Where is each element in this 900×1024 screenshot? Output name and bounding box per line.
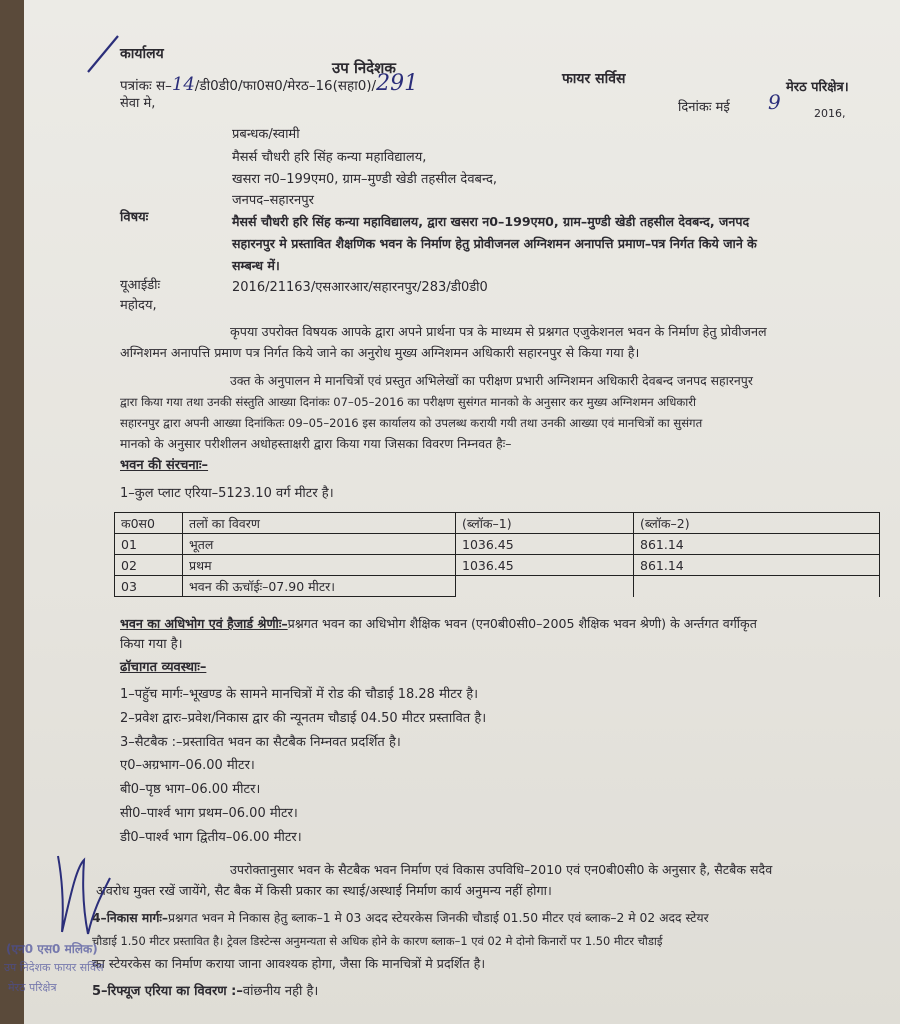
para2-line-1: उक्त के अनुपालन मे मानचित्रों एवं प्रस्तुत अभिलेखों का परीक्षण प्रभारी अग्निशमन अधिकारी देवबन्द जनपद सहारनपुर — [230, 373, 753, 388]
region-name: मेरठ परिक्षेत्र। — [786, 80, 849, 95]
entry-gate-item: 2–प्रवेश द्वारः–प्रवेश/निकास द्वार की न्यूनतम चौडाई 04.50 मीटर प्रस्तावित है। — [120, 711, 487, 726]
signature-icon — [48, 848, 118, 944]
letter-page — [4, 0, 900, 1024]
exit-route-heading: 4–निकास मार्गः– — [92, 911, 169, 925]
para1-line-2: अग्निशमन अनापत्ति प्रमाण पत्र निर्गत किये जाने का अनुरोध मुख्य अग्निशमन अधिकारी सहारनपुर से किया गया है। — [120, 345, 640, 360]
letter-number-prefix: पत्रांकः स– — [120, 78, 172, 94]
table-header-cell: तलों का विवरण — [183, 513, 456, 534]
occupancy-line-2: किया गया है। — [120, 637, 183, 652]
table-cell: 03 — [115, 576, 183, 597]
letter-number-mid: /डी0डी0/फा0स0/मेरठ–16(सहा0)/ — [194, 78, 377, 94]
table-cell: 1036.45 — [456, 534, 634, 555]
uid-value: 2016/21163/एसआरआर/सहारनपुर/283/डी0डी0 — [232, 280, 488, 295]
setback-item: 3–सैटबैक :–प्रस्तावित भवन का सैटबैक निम्नवत प्रदर्शित है। — [120, 735, 401, 750]
table-header-cell: (ब्लॉक–2) — [634, 513, 880, 534]
table-header-cell: क0स0 — [115, 513, 183, 534]
table-row — [115, 555, 880, 576]
table-cell: प्रथम — [183, 555, 456, 576]
designation: उप निदेशक — [332, 59, 396, 77]
service-name: फायर सर्विस — [562, 71, 626, 87]
para2-line-4: मानको के अनुसार परीशीलन अधोहस्ताक्षरी द्वारा किया गया जिसका विवरण निम्नवत हैः– — [120, 436, 512, 451]
addressee-line-4: जनपद–सहारनपुर — [232, 193, 314, 208]
table-cell: 861.14 — [634, 555, 880, 576]
occupancy-text: प्रश्नगत भवन का अधिभोग शैक्षिक भवन (एन0बी0सी0–2005 शैक्षिक भवन श्रेणी) के अर्न्तगत वर्गीकृत — [287, 616, 757, 631]
table-header-cell: (ब्लॉक–1) — [456, 513, 634, 534]
exit-route-text: प्रश्नगत भवन मे निकास हेतु ब्लाक–1 मे 03 अदद स्टेयरकेस जिनकी चौडाई 01.50 मीटर एवं ब्लाक–2 मे 02 अदद स्टेयर — [168, 911, 709, 925]
stamp-region: मेरठ परिक्षेत्र — [8, 981, 57, 994]
occupancy-heading: भवन का अधिभोग एवं हैजार्ड श्रेणीः– — [120, 616, 288, 631]
exit-route-line-3: का स्टेयरकेस का निर्माण कराया जाना आवश्यक होगा, जैसा कि मानचित्रों मे प्रदर्शित है। — [92, 956, 486, 971]
office-label: कार्यालय — [120, 46, 164, 62]
subject-line-3: सम्बन्ध में। — [232, 258, 280, 273]
table-cell: भूतल — [183, 534, 456, 555]
para2-line-3: सहारनपुर द्वारा अपनी आख्या दिनांकितः 09–05–2016 इस कार्यालय को उपलब्ध करायी गयी तथा उनकी आख्या एवं मानचित्रों का सुसंगत — [120, 416, 703, 430]
para3-line-2: अवरोध मुक्त रखें जायेंगे, सैट बैक में किसी प्रकार का स्थाई/अस्थाई निर्माण कार्य अनुमन्य नहीं होगा। — [96, 884, 552, 899]
exit-route-item — [92, 910, 709, 926]
table-cell — [456, 576, 634, 597]
table-row — [115, 576, 880, 597]
refuge-area-text: वांछनीय नही है। — [242, 984, 319, 999]
subject-label: विषयः — [120, 210, 149, 225]
letter-number — [120, 71, 419, 96]
uid-label: यूआईडीः — [120, 278, 161, 293]
refuge-area-item — [92, 984, 318, 1000]
stamp-designation: उप निदेशक फायर सर्विस — [4, 961, 104, 974]
floor-area-table — [114, 512, 880, 597]
table-cell: भवन की ऊचॉईः–07.90 मीटर। — [183, 576, 456, 597]
stamp-name: (एन0 एस0 मलिक) — [6, 942, 98, 956]
subject-line-1: मैसर्स चौधरी हरि सिंह कन्या महाविद्यालय, द्वारा खसरा न0–199एम0, ग्राम–मुण्डी खेडी तहसील देवबन्द, जनपद — [232, 214, 750, 229]
setback-side-1: सी0–पार्श्व भाग प्रथम–06.00 मीटर। — [120, 806, 298, 821]
date-day-handwritten: 9 — [768, 90, 781, 114]
table-cell: 1036.45 — [456, 555, 634, 576]
date-year: 2016, — [814, 107, 846, 120]
table-cell — [634, 576, 880, 597]
refuge-area-heading: 5–रिफ्यूज एरिया का विवरण :– — [92, 984, 243, 999]
table-cell: 02 — [115, 555, 183, 576]
table-cell: 861.14 — [634, 534, 880, 555]
infrastructure-heading: ढॉचागत व्यवस्थाः– — [120, 660, 207, 675]
exit-route-line-2: चौडाई 1.50 मीटर प्रस्तावित है। ट्रेवल डिस्टेन्स अनुमन्यता से अधिक होने के कारण ब्लाक–1 एवं 02 मे दोनो किनारों पर 1.50 मीटर चौडाई — [92, 934, 663, 948]
table-header-row — [115, 513, 880, 534]
subject-line-2: सहारनपुर मे प्रस्तावित शैक्षणिक भवन के निर्माण हेतु प्रोवीजनल अग्निशमन अनापत्ति प्रमाण–पत्र निर्गत किये जाने के — [232, 236, 757, 251]
addressee-line-3: खसरा न0–199एम0, ग्राम–मुण्डी खेडी तहसील देवबन्द, — [232, 172, 498, 187]
date-label: दिनांकः मई — [678, 100, 730, 115]
dispatch-number-handwritten: 291 — [376, 71, 419, 96]
salutation: महोदय, — [120, 298, 157, 313]
occupancy-line-1 — [120, 616, 757, 632]
setback-side-2: डी0–पार्श्व भाग द्वितीय–06.00 मीटर। — [120, 830, 302, 845]
letter-number-handwritten: 14 — [171, 74, 195, 95]
para1-line-1: कृपया उपरोक्त विषयक आपके द्वारा अपने प्रार्थना पत्र के माध्यम से प्रश्नगत एजुकेशनल भवन के निर्माण हेतु प्रोवीजनल — [230, 324, 767, 339]
table-cell: 01 — [115, 534, 183, 555]
addressee-line-1: प्रबन्धक/स्वामी — [232, 127, 300, 142]
para3-line-1: उपरोक्तानुसार भवन के सैटबैक भवन निर्माण एवं विकास उपविधि–2010 एवं एन0बी0सी0 के अनुसार है, सैटबैक सदैव — [230, 862, 773, 877]
access-road-item: 1–पहुॅच मार्गः–भूखण्ड के सामने मानचित्रों में रोड की चौडाई 18.28 मीटर है। — [120, 687, 479, 702]
plot-area: 1–कुल प्लाट एरिया–5123.10 वर्ग मीटर है। — [120, 486, 334, 501]
setback-front: ए0–अग्रभाग–06.00 मीटर। — [120, 758, 255, 773]
to-label: सेवा मे, — [120, 96, 156, 111]
para2-line-2: द्वारा किया गया तथा उनकी संस्तुति आख्या दिनांकः 07–05–2016 का परीक्षण सुसंगत मानको के अनुसार कर मुख्य अग्निशमन अधिकारी — [120, 395, 697, 409]
addressee-line-2: मैसर्स चौधरी हरि सिंह कन्या महाविद्यालय, — [232, 150, 427, 165]
table-row — [115, 534, 880, 555]
structure-heading: भवन की संरचनाः– — [120, 458, 209, 473]
setback-rear: बी0–पृष्ठ भाग–06.00 मीटर। — [120, 782, 261, 797]
